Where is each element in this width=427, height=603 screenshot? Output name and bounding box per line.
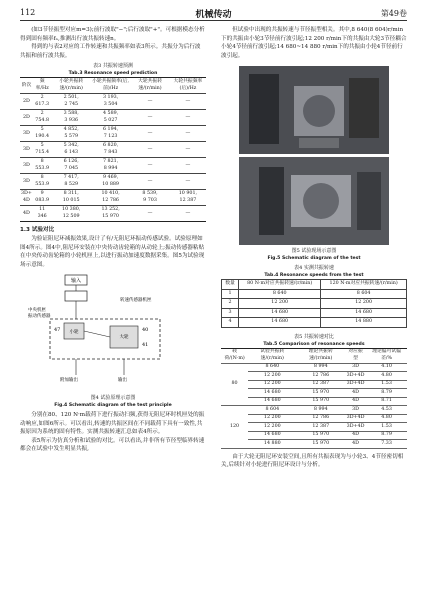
table5-load-cell: 120: [221, 406, 248, 449]
intro-paragraph-2: 得到的与表2对应的工作转速和共振频率如表3所示。共振分为后行波共振和前行波共振。: [20, 44, 201, 59]
table5-cell: 12 200: [248, 380, 296, 389]
table3-cell: 3 588, 3 936: [51, 110, 91, 126]
table3-cell: 13 252, 15 970: [91, 206, 130, 222]
table3-cell: 5 190.4: [33, 126, 51, 142]
resonance-comparison-table: [221, 348, 407, 449]
table5-cell: 12 387: [297, 380, 345, 389]
table3-cell: 7 417, 8 529: [51, 174, 91, 190]
table4-header: 80 N·m对应共振转速/(r/min): [239, 280, 321, 290]
table-row: [20, 206, 206, 222]
table3-cell: 9 083.9: [33, 190, 51, 206]
sensor-label: 转速传感器机匣: [120, 298, 152, 304]
table3-cell: 3D: [20, 142, 33, 158]
table-row: [221, 397, 407, 406]
svg-text:振动传感器: 振动传感器: [28, 314, 51, 320]
table5-cell: 3D+4D: [345, 380, 366, 389]
table5-header: 理论共振转速/(r/min): [297, 348, 345, 363]
table-row: [221, 431, 407, 440]
table3-cell: 7 821, 8 994: [91, 158, 130, 174]
table3-header: 阶次: [20, 78, 33, 94]
table5-caption: 表5 共振转速对比 Tab.5 Comparison of resonance speeds: [263, 333, 365, 347]
table5-cell: 12 200: [248, 414, 296, 423]
section-title: 1.3 试验对比: [20, 227, 55, 234]
table5-cell: 4.10: [366, 363, 407, 372]
table3-cell: 2D: [20, 110, 33, 126]
page-header: [20, 6, 407, 21]
table-row: [221, 406, 407, 415]
table3-cell: —: [170, 206, 206, 222]
table4-cell: 12 200: [239, 299, 321, 309]
table5-cell: 15 970: [297, 389, 345, 398]
table4-cell: 14 880: [321, 318, 407, 328]
test-site-photo-2: [239, 157, 389, 245]
table3-cell: 8 539, 9 703: [130, 190, 170, 206]
table3-cell: 10 901, 12 387: [170, 190, 206, 206]
table3-cell: 6 126, 7 045: [51, 158, 91, 174]
resonance-cause-paragraph: 但试验中出现的共振转速与节径振型相关。其中,8 640(8 604)r/min下的共振由小轮3节径前行波引起;12 200 r/min下的共振由大轮3节径耦合小轮4节径前行波引起;14 680~14 880 r/min下的共振由小轮4节径前行波引起。: [221, 27, 407, 59]
table5-header: 载荷/(N·m): [221, 348, 248, 363]
table5-cell: 8.71: [366, 397, 407, 406]
table5-cell: 3D+4D: [345, 414, 366, 423]
table4-cell: 14 680: [239, 318, 321, 328]
comparison-paragraph: 表5所示为仿真分析和试验的对比。可以看出,并非所有节径型临界转速都会在试验中发生明显共振,: [20, 437, 205, 453]
table3-cell: 2 501, 2 745: [51, 94, 91, 110]
table5-cell: 3D+4D: [345, 372, 366, 381]
table3-cell: —: [130, 142, 170, 158]
table3-cell: 4 852, 5 579: [51, 126, 91, 142]
table5-cell: 12 200: [248, 423, 296, 432]
table5-cell: 4D: [345, 440, 366, 449]
svg-text:41: 41: [142, 342, 149, 349]
right-column: [221, 26, 407, 470]
table3-header: 大轮共振转速/(r/min): [130, 78, 170, 94]
page-number: 112: [20, 8, 36, 17]
table5-cell: 15 970: [297, 397, 345, 406]
svg-text:输出: 输出: [118, 378, 127, 384]
table-row: [221, 372, 407, 381]
table4-cell: 12 200: [321, 299, 407, 309]
test-site-photo-1: [239, 66, 389, 154]
left-column: [20, 26, 206, 454]
table5-cell: 14 680: [248, 397, 296, 406]
table3-cell: —: [130, 206, 170, 222]
table-row: [221, 414, 407, 423]
table5-cell: 4D: [345, 389, 366, 398]
table4-cell: 2: [222, 299, 239, 309]
table5-cell: 7.33: [366, 440, 407, 449]
table-row: [20, 94, 206, 110]
table5-cell: 14 680: [248, 389, 296, 398]
table-row: [221, 389, 407, 398]
table3-cell: —: [130, 110, 170, 126]
table5-cell: 4.53: [366, 406, 407, 415]
table3-cell: 2 617.3: [33, 94, 51, 110]
table5-cell: 12 200: [248, 372, 296, 381]
table3-header: 频率/Hz: [33, 78, 51, 94]
table5-cell: 8 640: [248, 363, 296, 372]
table4-cell: 14 680: [239, 308, 321, 318]
table3-cell: 8 311, 10 015: [51, 190, 91, 206]
table3-cell: 3D: [20, 126, 33, 142]
table5-load-cell: 80: [221, 363, 248, 406]
volume-label: 第49卷: [380, 9, 407, 18]
table5-cell: 14 680: [248, 431, 296, 440]
table3-cell: 3D+ 4D: [20, 190, 33, 206]
table3-cell: —: [170, 142, 206, 158]
table3-cell: —: [170, 94, 206, 110]
table3-cell: 10 410, 12 786: [91, 190, 130, 206]
table4-header: 数量: [222, 280, 239, 290]
accel-sensor-label: 中央机匣: [28, 308, 46, 314]
resonance-prediction-table: [20, 77, 206, 222]
table3-cell: —: [130, 174, 170, 190]
table5-cell: 8 604: [248, 406, 296, 415]
table3-cell: —: [170, 158, 206, 174]
table5-cell: 4.80: [366, 414, 407, 423]
svg-text:小轮: 小轮: [69, 330, 79, 336]
table3-cell: —: [130, 158, 170, 174]
table5-cell: 12 786: [297, 372, 345, 381]
test-principle-diagram: [20, 271, 190, 391]
table3-cell: —: [170, 110, 206, 126]
table5-cell: 4.80: [366, 372, 407, 381]
table5-cell: 8 994: [297, 363, 345, 372]
table3-cell: 8 553.9: [33, 158, 51, 174]
table5-cell: 12 387: [297, 423, 345, 432]
table3-cell: 6 820, 7 843: [91, 142, 130, 158]
table4-cell: 1: [222, 289, 239, 299]
table-row: [20, 158, 206, 174]
svg-text:47: 47: [54, 327, 61, 334]
fig5-caption: 图5 试验现场示意图 Fig.5 Schematic diagram of the test: [267, 248, 361, 262]
table3-cell: 8 553.9: [33, 174, 51, 190]
table3-header: 小轮共振频率(后,前)/Hz: [91, 78, 130, 94]
table3-cell: 11 346: [33, 206, 51, 222]
table4-cell: 14 680: [321, 308, 407, 318]
measured-resonance-table: [221, 279, 407, 328]
test-description-paragraph: 为验证阻尼环减振效果,设计了有/无阻尼环振动传感试验。试验原理如图4所示。图4中,阻尼环安装在中央传动齿轮箱的从动轮上;振动传感器粘贴在中央传动齿轮箱的小轮机匣上,以进行振动加速度数据采集。图5为试验现场示意图。: [20, 235, 205, 268]
intro-paragraph: (如3节径振型对应m=3);前行波取"−";后行波取"+"。可根据模态分析得到固有频率fₙ,推测出行波共振转速n。: [20, 27, 205, 42]
table3-cell: —: [130, 126, 170, 142]
table3-cell: 2D: [20, 94, 33, 110]
fig4-caption: 图4 试验原理示意图 Fig.4 Schematic diagram of the test principle: [54, 394, 172, 408]
table5-cell: 8.79: [366, 431, 407, 440]
table3-cell: —: [130, 94, 170, 110]
table-row: [20, 174, 206, 190]
table3-cell: 2 754.8: [33, 110, 51, 126]
table3-caption: 表3 共振转速预测 Tab.3 Resonance speed prediction: [68, 63, 158, 77]
table5-cell: 8 994: [297, 406, 345, 415]
table5-cell: 3D: [345, 363, 366, 372]
svg-text:大轮: 大轮: [119, 335, 129, 341]
table5-header: 理论偏可试偏差/%: [366, 348, 407, 363]
table5-cell: 3D+4D: [345, 423, 366, 432]
table5-cell: 12 786: [297, 414, 345, 423]
table4-cell: 4: [222, 318, 239, 328]
table-row: [221, 423, 407, 432]
table3-cell: 3D: [20, 158, 33, 174]
table-row: [20, 142, 206, 158]
table-row: [221, 440, 407, 449]
sweep-paragraph: 分别在80、120 N·m载荷下进行振动扫频,获得无阻尼环时机匣处的振动响应,如图6所示。可以看出,转速的共振区间在不同载荷下具有一致性,共振原因为系统的固有特性。实测共振转速汇总如表4所示。: [20, 411, 205, 436]
svg-text:附加输出: 附加输出: [60, 378, 78, 384]
table3-cell: 10 380, 12 509: [51, 206, 91, 222]
table-row: [20, 110, 206, 126]
table-row: [20, 190, 206, 206]
table5-cell: 4D: [345, 397, 366, 406]
input-label: 输入: [70, 278, 82, 285]
table4-cell: 3: [222, 308, 239, 318]
table3-cell: 6 194, 7 123: [91, 126, 130, 142]
journal-title: 机械传动: [195, 10, 232, 20]
table5-cell: 15 970: [297, 440, 345, 449]
table3-header: 大轮共振频率(后)/Hz: [170, 78, 206, 94]
table3-cell: 5 715.4: [33, 142, 51, 158]
table4-header: 120 N·m对应共振转速/(r/min): [321, 280, 407, 290]
table3-cell: 3D: [20, 174, 33, 190]
table-row: [222, 318, 407, 328]
table3-cell: 4D: [20, 206, 33, 222]
table-row: [222, 308, 407, 318]
table4-cell: 8 604: [321, 289, 407, 299]
table5-cell: 1.53: [366, 380, 407, 389]
table4-cell: 8 640: [239, 289, 321, 299]
svg-text:40: 40: [142, 327, 149, 334]
table-row: [221, 363, 407, 372]
conclusion-paragraph: 由于大轮无阻尼环安装空间,且所有共振表现为与小轮3、4节径密切相关,后续针对小轮进行阻尼环设计与分析。: [221, 453, 404, 469]
table5-cell: 4D: [345, 431, 366, 440]
table-row: [221, 380, 407, 389]
table3-cell: —: [170, 126, 206, 142]
table5-cell: 1.53: [366, 423, 407, 432]
table5-cell: 15 970: [297, 431, 345, 440]
table3-cell: —: [170, 174, 206, 190]
table5-header: 对应振型: [345, 348, 366, 363]
table-row: [222, 299, 407, 309]
table3-cell: 3 193, 3 504: [91, 94, 130, 110]
table3-header: 小轮共振转速/(r/min): [51, 78, 91, 94]
table-row: [20, 126, 206, 142]
table-row: [222, 289, 407, 299]
table5-cell: 14 880: [248, 440, 296, 449]
table3-cell: 9 469, 10 889: [91, 174, 130, 190]
table5-cell: 8.79: [366, 389, 407, 398]
table4-caption: 表4 实测共振转速 Tab.4 Resonance speeds from the test: [264, 265, 364, 279]
table3-cell: 4 589, 5 027: [91, 110, 130, 126]
table3-cell: 5 342, 6 143: [51, 142, 91, 158]
table5-cell: 3D: [345, 406, 366, 415]
table5-header: 试验共振转速/(r/min): [248, 348, 296, 363]
